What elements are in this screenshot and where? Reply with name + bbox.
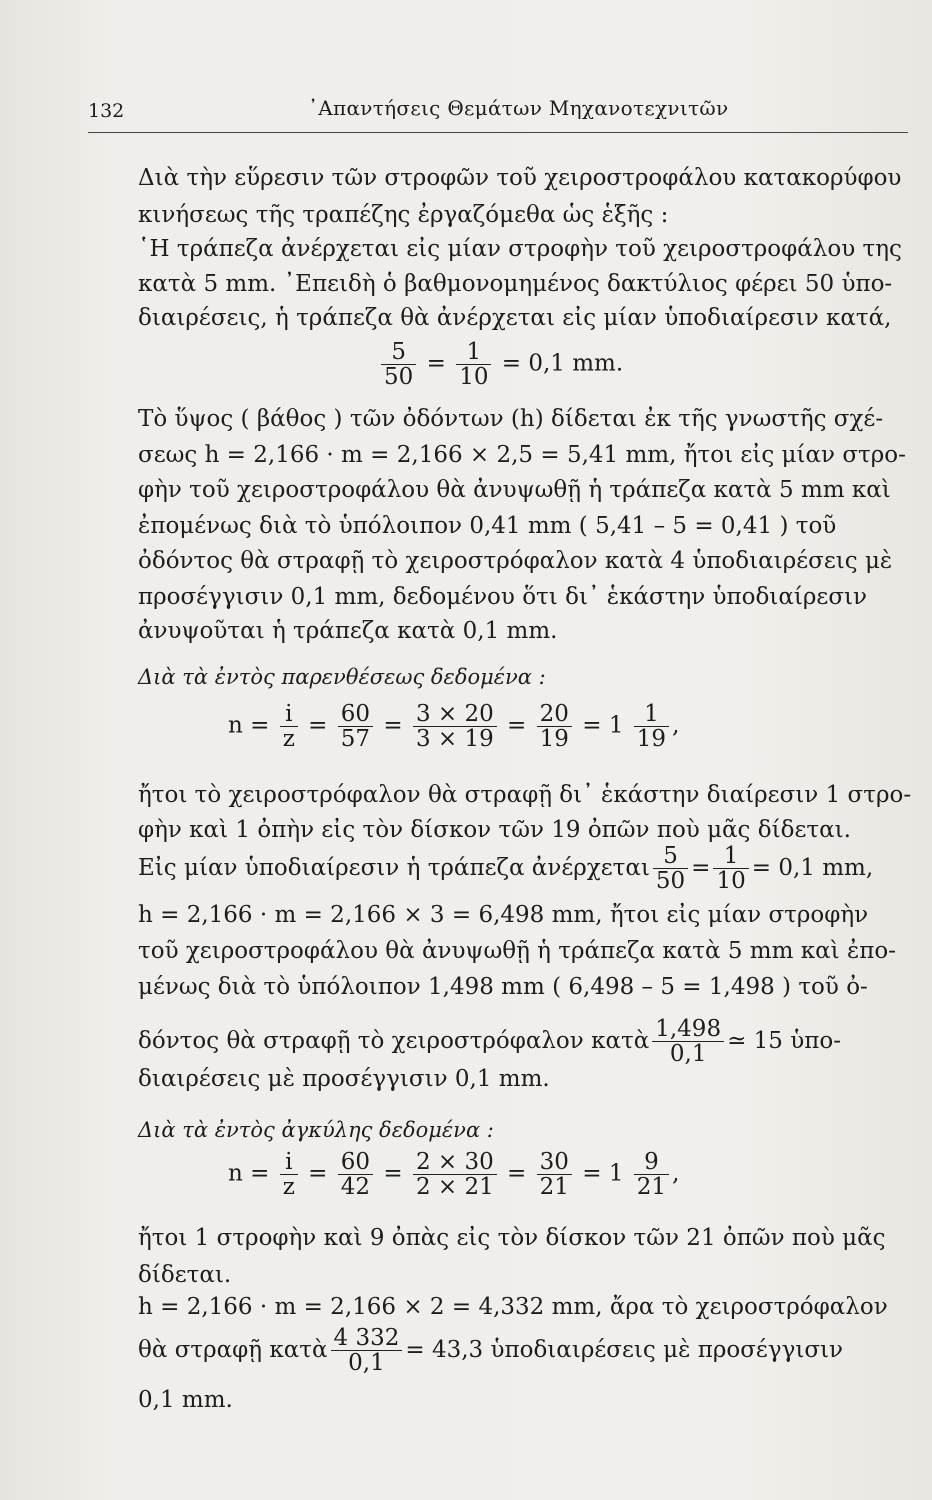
fraction: $\frac{5}{50}$ [653, 844, 688, 893]
text-line: ῾Η τράπεζα ἀνέρχεται εἰς μίαν στροφὴν τοῦ χειροστροφάλου της [138, 236, 902, 262]
text-line: Τὸ ὕψος ( βάθος ) τῶν ὀδόντων (h) δίδεται ἐκ τῆς γνωστῆς σχέ- [138, 406, 884, 432]
fraction: $\frac{5}{50}$ [381, 340, 416, 389]
text-line: μένως διὰ τὸ ὑπόλοιπον 1,498 mm ( 6,498 – 5 = 1,498 ) τοῦ ὀ- [138, 974, 868, 1000]
fraction: $\frac{i}{z}$ [280, 702, 298, 751]
text-line: h = 2,166 · m = 2,166 × 3 = 6,498 mm, ἤτοι εἰς μίαν στροφὴν [138, 902, 869, 928]
text-line: σεως h = 2,166 · m = 2,166 × 2,5 = 5,41 mm, ἤτοι εἰς μίαν στρο- [138, 442, 906, 468]
page-header [88, 96, 908, 133]
text-line: φὴν τοῦ χειροστροφάλου θὰ ἀνυψωθῇ ἡ τράπεζα κατὰ 5 mm καὶ [138, 477, 891, 503]
text-line: ἀνυψοῦται ἡ τράπεζα κατὰ 0,1 mm. [138, 618, 558, 644]
text-line: προσέγγισιν 0,1 mm, δεδομένου ὅτι δι᾿ ἑκάστην ὑποδιαίρεσιν [138, 584, 868, 610]
section-heading: Διὰ τὰ ἐντὸς παρενθέσεως δεδομένα : [138, 665, 546, 689]
text-line: τοῦ χειροστροφάλου θὰ ἀνυψωθῇ ἡ τράπεζα κατὰ 5 mm καὶ ἐπο- [138, 938, 897, 964]
text-line-with-fraction: δόντος θὰ στραφῇ τὸ χειροστρόφαλον κατὰ $\frac{1,498}{0,1}$ ≃ 15 ὑπο- [138, 1015, 841, 1067]
text-line: ἐπομένως διὰ τὸ ὑπόλοιπον 0,41 mm ( 5,41 – 5 = 0,41 ) τοῦ [138, 513, 837, 539]
text-line: 0,1 mm. [138, 1387, 233, 1413]
fraction: $\frac{9}{21}$ [634, 1150, 669, 1199]
text-line: ἤτοι 1 στροφὴν καὶ 9 ὀπὰς εἰς τὸν δίσκον τῶν 21 ὀπῶν ποὺ μᾶς [138, 1225, 886, 1251]
text-line: διαιρέσεις, ἡ τράπεζα θὰ ἀνέρχεται εἰς μίαν ὑποδιαίρεσιν κατά, [138, 305, 892, 331]
equation-n-42: n = $\frac{i}{z}$ = $\frac{60}{42}$ = $\frac{2 \times 30}{2 \times 21}$ = $\frac{30}{21}$ = 1 $\frac{9}{21}$ , [228, 1149, 680, 1200]
text-line-with-fraction: Εἰς μίαν ὑποδιαίρεσιν ἡ τράπεζα ἀνέρχεται $\frac{5}{50}$ = $\frac{1}{10}$ = 0,1 mm, [138, 842, 874, 894]
fraction: $\frac{i}{z}$ [280, 1150, 298, 1199]
text-line: h = 2,166 · m = 2,166 × 2 = 4,332 mm, ἄρα τὸ χειροστρόφαλον [138, 1294, 888, 1320]
text-line: κινήσεως τῆς τραπέζης ἐργαζόμεθα ὡς ἑξῆς : [138, 202, 669, 228]
fraction: $\frac{1}{10}$ [713, 844, 748, 893]
equation-n-57: n = $\frac{i}{z}$ = $\frac{60}{57}$ = $\frac{3 \times 20}{3 \times 19}$ = $\frac{20}{19}$ = 1 $\frac{1}{19}$ , [228, 701, 680, 752]
text-line: ἤτοι τὸ χειροστρόφαλον θὰ στραφῇ δι᾿ ἑκάστην διαίρεσιν 1 στρο- [138, 782, 912, 808]
equation-step-size: $\frac{5}{50}$ = $\frac{1}{10}$ = 0,1 mm. [378, 340, 623, 389]
fraction: $\frac{1}{10}$ [456, 340, 491, 389]
fraction: $\frac{20}{19}$ [537, 702, 572, 751]
fraction: $\frac{60}{57}$ [338, 702, 373, 751]
fraction: $\frac{1,498}{0,1}$ [652, 1017, 724, 1066]
fraction: $\frac{30}{21}$ [537, 1150, 572, 1199]
text-line: φὴν καὶ 1 ὀπὴν εἰς τὸν δίσκον τῶν 19 ὀπῶν ποὺ μᾶς δίδεται. [138, 817, 851, 843]
text-line: διαιρέσεις μὲ προσέγγισιν 0,1 mm. [138, 1066, 550, 1092]
text-line: κατὰ 5 mm. ᾿Επειδὴ ὁ βαθμονομημένος δακτύλιος φέρει 50 ὑπο- [138, 271, 893, 297]
text-line: Διὰ τὴν εὕρεσιν τῶν στροφῶν τοῦ χειροστροφάλου κατακορύφου [138, 165, 902, 191]
text-line-with-fraction: θὰ στραφῇ κατὰ $\frac{4 332}{0,1}$ = 43,3 ὑποδιαιρέσεις μὲ προσέγγισιν [138, 1324, 844, 1376]
section-heading: Διὰ τὰ ἐντὸς ἀγκύλης δεδομένα : [138, 1118, 494, 1142]
fraction: $\frac{4 332}{0,1}$ [331, 1326, 403, 1375]
text-line: δίδεται. [138, 1262, 232, 1288]
fraction: $\frac{3 \times 20}{3 \times 19}$ [413, 702, 497, 751]
text-line: ὀδόντος θὰ στραφῇ τὸ χειροστρόφαλον κατὰ 4 ὑποδιαιρέσεις μὲ [138, 548, 893, 574]
running-title: ᾿Απαντήσεις Θεμάτων Μηχανοτεχνιτῶν [308, 96, 729, 120]
fraction: $\frac{60}{42}$ [338, 1150, 373, 1199]
fraction: $\frac{2 \times 30}{2 \times 21}$ [413, 1150, 497, 1199]
fraction: $\frac{1}{19}$ [634, 702, 669, 751]
page-number: 132 [88, 100, 125, 122]
